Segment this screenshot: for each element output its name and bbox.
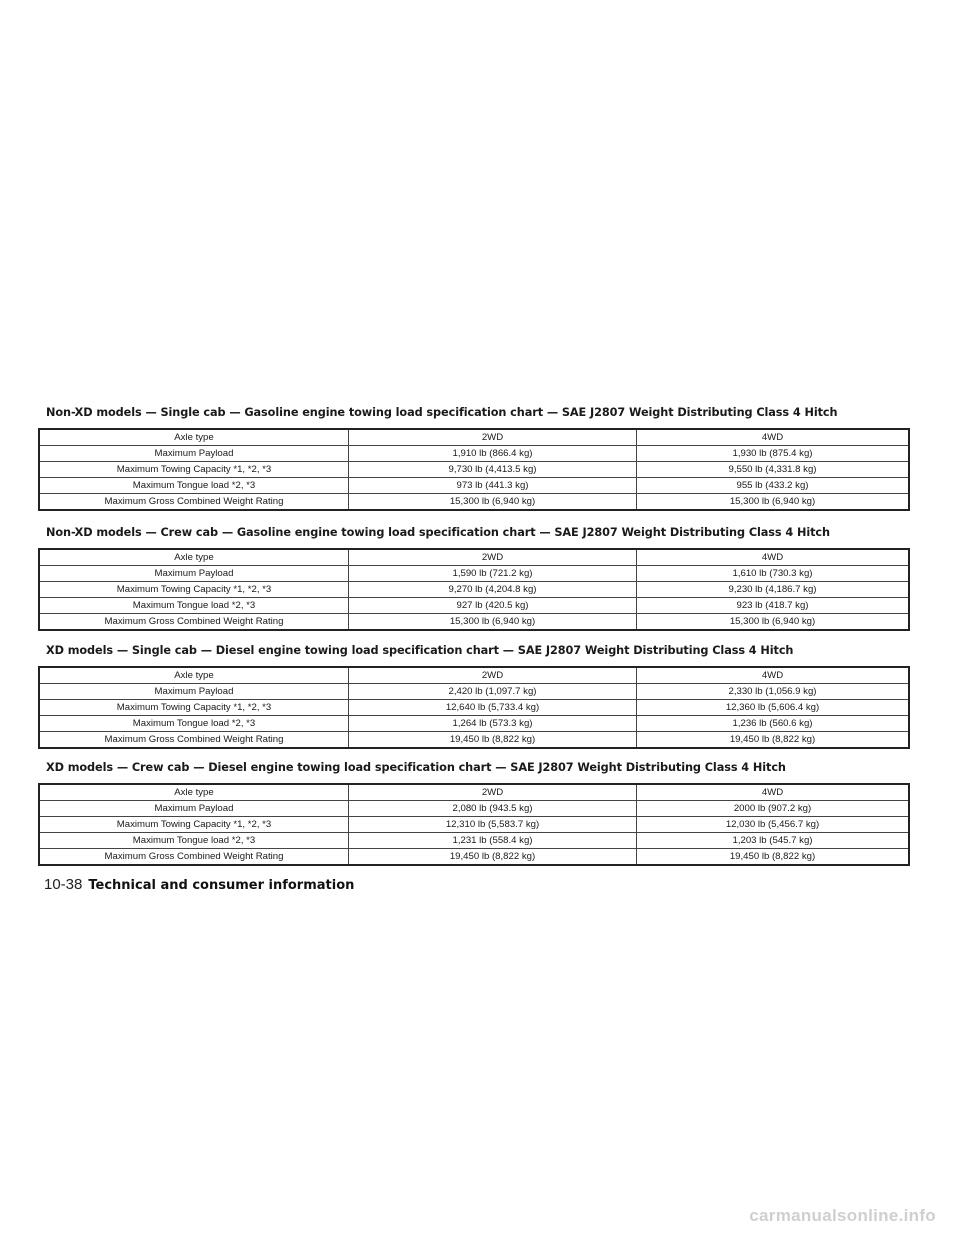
table-row [39,833,909,849]
section-nonxd-single-cab [38,406,904,511]
table-cell: Maximum Gross Combined Weight Rating [39,614,349,631]
table-cell: 1,590 lb (721.2 kg) [349,566,637,582]
table-cell: 927 lb (420.5 kg) [349,598,637,614]
table-cell: Maximum Towing Capacity *1, *2, *3 [39,817,349,833]
table-cell: 955 lb (433.2 kg) [637,478,910,494]
table-cell: 15,300 lb (6,940 kg) [349,614,637,631]
table-cell: 1,610 lb (730.3 kg) [637,566,910,582]
table-row [39,784,909,801]
table-cell: 12,640 lb (5,733.4 kg) [349,700,637,716]
table-row [39,462,909,478]
table-cell: 1,203 lb (545.7 kg) [637,833,910,849]
watermark: carmanualsonline.info [749,1206,936,1225]
section-title: XD models — Single cab — Diesel engine towing load specification chart — SAE J2807 Weight Distributing Class 4 Hitch [46,644,794,657]
table-row [39,582,909,598]
table-cell: Maximum Tongue load *2, *3 [39,478,349,494]
table-cell: Axle type [39,429,349,446]
table-row [39,429,909,446]
spec-table [38,783,910,866]
table-cell: Axle type [39,667,349,684]
table-row [39,667,909,684]
table-cell: Axle type [39,549,349,566]
section-title: Non-XD models — Single cab — Gasoline engine towing load specification chart — SAE J2807 Weight Distributing Class 4 Hitch [46,406,838,419]
table-cell: Maximum Towing Capacity *1, *2, *3 [39,462,349,478]
page-footer [44,876,354,894]
table-cell: Maximum Payload [39,446,349,462]
table-cell: 4WD [637,429,910,446]
table-cell: Maximum Tongue load *2, *3 [39,598,349,614]
table-cell: 15,300 lb (6,940 kg) [637,614,910,631]
table-row [39,801,909,817]
table-cell: Maximum Gross Combined Weight Rating [39,732,349,749]
table-cell: 1,236 lb (560.6 kg) [637,716,910,732]
table-cell: 2WD [349,667,637,684]
table-cell: 2WD [349,549,637,566]
table-cell: 973 lb (441.3 kg) [349,478,637,494]
page-number: 10-38 [44,876,83,893]
table-row [39,566,909,582]
table-row [39,700,909,716]
table-row [39,478,909,494]
table-cell: Maximum Tongue load *2, *3 [39,833,349,849]
table-cell: 15,300 lb (6,940 kg) [349,494,637,511]
table-row [39,732,909,749]
table-cell: 1,930 lb (875.4 kg) [637,446,910,462]
section-xd-single-cab [38,644,904,749]
table-row [39,549,909,566]
table-cell: 19,450 lb (8,822 kg) [349,849,637,866]
table-cell: 2000 lb (907.2 kg) [637,801,910,817]
table-row [39,446,909,462]
table-cell: 2WD [349,784,637,801]
table-cell: Maximum Payload [39,566,349,582]
table-cell: 2,080 lb (943.5 kg) [349,801,637,817]
table-cell: 19,450 lb (8,822 kg) [349,732,637,749]
table-cell: Maximum Gross Combined Weight Rating [39,849,349,866]
table-cell: 9,230 lb (4,186.7 kg) [637,582,910,598]
table-cell: 9,730 lb (4,413.5 kg) [349,462,637,478]
footer-section-title: Technical and consumer information [88,878,355,893]
section-title: Non-XD models — Crew cab — Gasoline engine towing load specification chart — SAE J2807 Weight Distributing Class 4 Hitch [46,526,830,539]
table-cell: 4WD [637,784,910,801]
table-cell: 9,550 lb (4,331.8 kg) [637,462,910,478]
table-cell: 19,450 lb (8,822 kg) [637,849,910,866]
table-row [39,494,909,511]
table-cell: 19,450 lb (8,822 kg) [637,732,910,749]
table-cell: 2,330 lb (1,056.9 kg) [637,684,910,700]
section-nonxd-crew-cab [38,526,904,631]
spec-table [38,548,910,631]
table-cell: 1,264 lb (573.3 kg) [349,716,637,732]
table-cell: Maximum Gross Combined Weight Rating [39,494,349,511]
spec-table [38,666,910,749]
table-row [39,614,909,631]
table-row [39,817,909,833]
table-cell: Maximum Towing Capacity *1, *2, *3 [39,700,349,716]
table-row [39,716,909,732]
section-xd-crew-cab [38,761,904,866]
table-cell: Axle type [39,784,349,801]
table-cell: 12,030 lb (5,456.7 kg) [637,817,910,833]
table-cell: Maximum Tongue load *2, *3 [39,716,349,732]
table-cell: 4WD [637,667,910,684]
section-title: XD models — Crew cab — Diesel engine towing load specification chart — SAE J2807 Weight Distributing Class 4 Hitch [46,761,786,774]
table-cell: 12,360 lb (5,606.4 kg) [637,700,910,716]
table-cell: 1,231 lb (558.4 kg) [349,833,637,849]
table-cell: 923 lb (418.7 kg) [637,598,910,614]
table-cell: 2,420 lb (1,097.7 kg) [349,684,637,700]
table-row [39,684,909,700]
table-cell: 4WD [637,549,910,566]
table-row [39,598,909,614]
table-cell: 12,310 lb (5,583.7 kg) [349,817,637,833]
table-row [39,849,909,866]
spec-table [38,428,910,511]
table-cell: 15,300 lb (6,940 kg) [637,494,910,511]
table-cell: 2WD [349,429,637,446]
table-cell: 9,270 lb (4,204.8 kg) [349,582,637,598]
table-cell: Maximum Payload [39,684,349,700]
table-cell: Maximum Payload [39,801,349,817]
table-cell: Maximum Towing Capacity *1, *2, *3 [39,582,349,598]
table-cell: 1,910 lb (866.4 kg) [349,446,637,462]
